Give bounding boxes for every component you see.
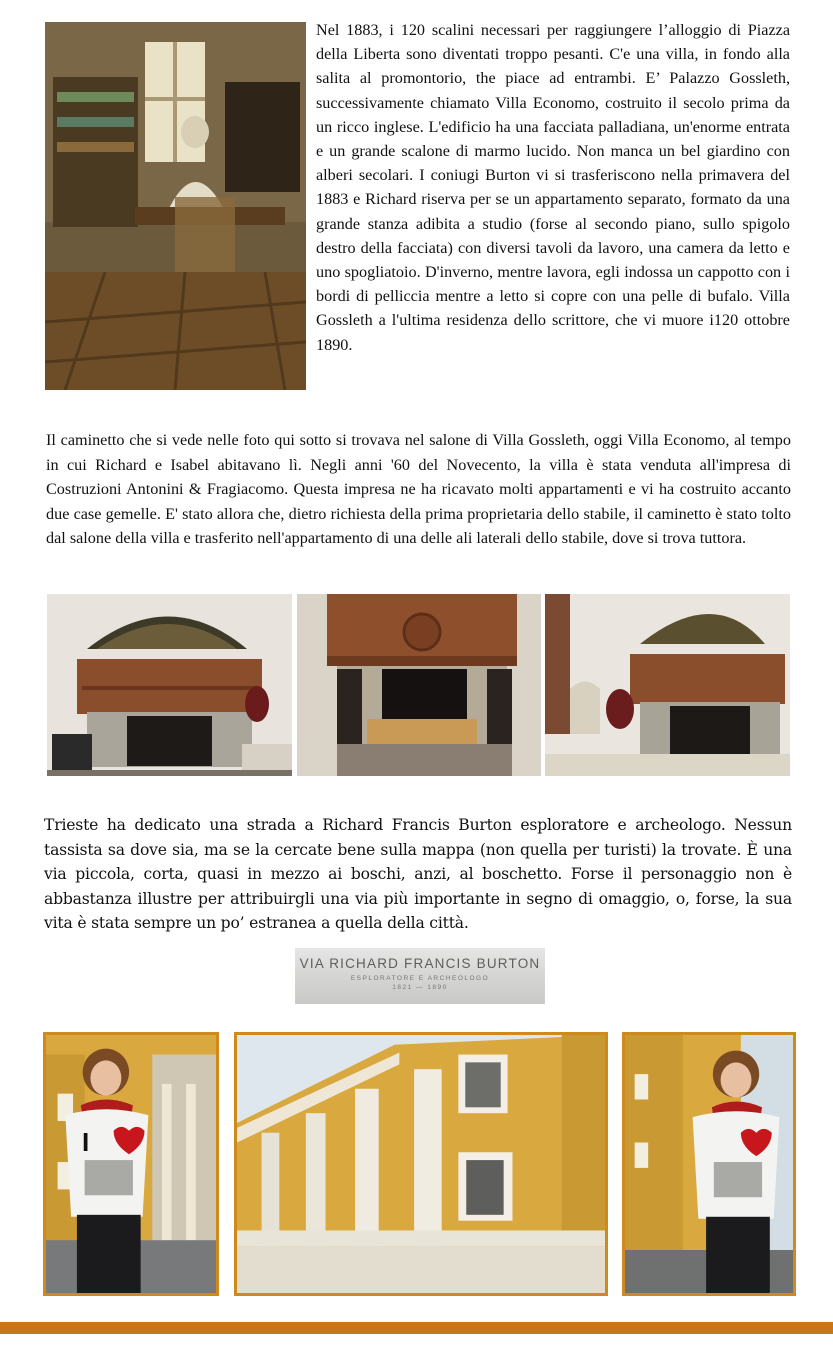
fireplace-paragraph: Il caminetto che si vede nelle foto qui sotto si trovava nel salone di Villa Gossleth, oggi Villa Economo, al tempo in cui Richard e Isabel abitavano lì. Negli anni '60 del Novecento, la villa è stata venduta all'impresa di Costruzioni Antonini & Fragiacomo. Questa impresa ne ha ricavato molti appartamenti e vi ha costruito accanto due case gemelle. E' stato allora che, dietro richiesta della prima proprietaria dello stabile, il caminetto è stato tolto dal salone della villa e trasferito nell'appartamento di una delle ali laterali dello stabile, dove si trova tuttora. <box>46 431 791 548</box>
tshirt-letter: I <box>82 1127 90 1157</box>
bottom-decorative-bar <box>0 1322 833 1334</box>
street-paragraph: Trieste ha dedicato una strada a Richard Francis Burton esploratore e archeologo. Nessun tassista sa dove sia, ma se la cercate bene sulla mappa (non quella per turisti) la trovate. È una via piccola, corta, quasi in mezzo ai boschi, anzi, al boschetto. Forse il personaggio non è abbastanza illustre per attribuirgli una via più importante in segno di omaggio, o, forse, la sua vita è stata sempre un po’ estranea a quella della città. <box>44 816 792 932</box>
fireplace-photo-center <box>297 594 541 776</box>
woman-photo-left <box>43 1032 219 1296</box>
villa-facade-photo <box>234 1032 608 1296</box>
street-sign-title: VIA RICHARD FRANCIS BURTON <box>299 956 541 971</box>
fireplace-photo-left <box>47 594 292 776</box>
street-sign-years: 1821 — 1890 <box>392 984 448 991</box>
fireplace-photo-right <box>545 594 790 776</box>
street-sign <box>295 948 545 1004</box>
street-sign-subtitle: ESPLORATORE E ARCHEOLOGO <box>350 975 490 982</box>
study-painting <box>45 22 306 390</box>
woman-photo-right <box>622 1032 796 1296</box>
intro-paragraph: Nel 1883, i 120 scalini necessari per raggiungere l’alloggio di Piazza della Liberta sono diventati troppo pesanti. C'e una villa, in fondo alla salita al promontorio, the piace ad entrambi. E’ Palazzo Gossleth, successivamente chiamato Villa Economo, costruito il secolo prima da un ricco inglese. L'edificio ha una facciata palladiana, un'enorme entrata e un grande scalone di marmo lucido. Non manca un bel giardino con alberi secolari. I coniugi Burton vi si trasferiscono nella primavera del 1883 e Richard riserva per se un appartamento separato, formato da una grande stanza adibita a studio (forse al secondo piano, sullo spigolo destro della facciata) con diversi tavoli da lavoro, una camera da letto e uno spogliatoio. D'inverno, mentre lavora, egli indossa un cappotto con i bordi di pelliccia mentre a letto si copre con una pelle di bufalo. Villa Gossleth a l'ultima residenza dello scrittore, che vi muore i120 ottobre 1890. <box>316 21 790 354</box>
